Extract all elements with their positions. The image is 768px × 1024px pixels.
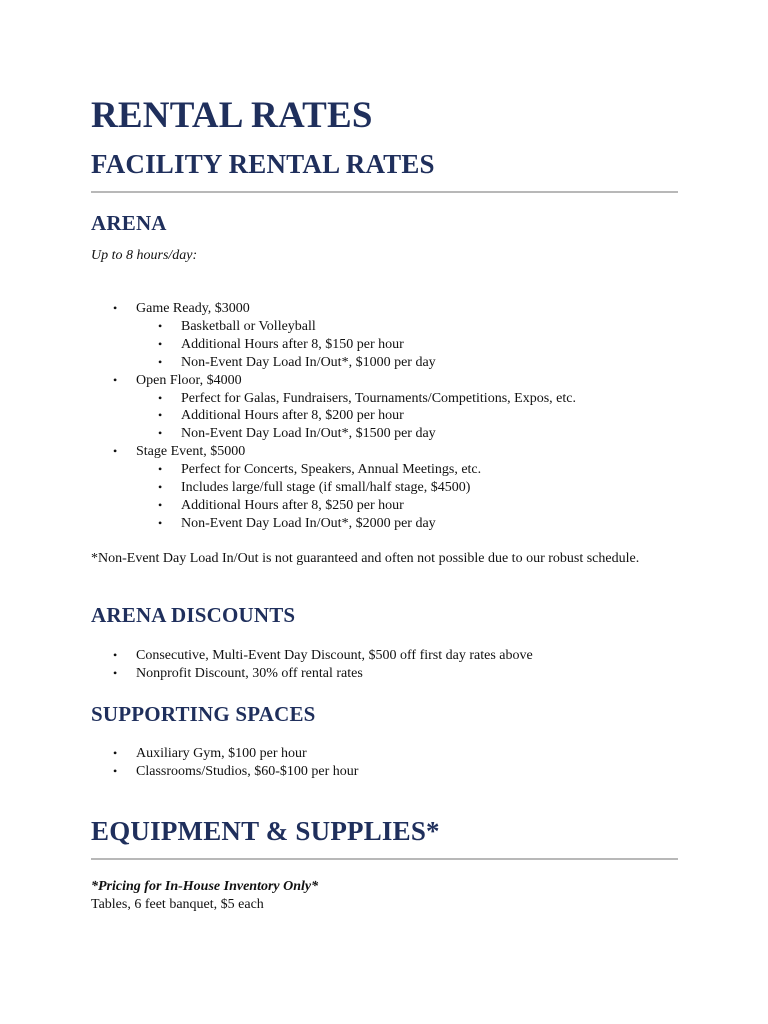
- list-item: • Nonprofit Discount, 30% off rental rates: [91, 665, 678, 683]
- list-item: • Classrooms/Studios, $60-$100 per hour: [91, 763, 678, 781]
- list-item: • Includes large/full stage (if small/half stage, $4500): [91, 479, 678, 497]
- list-item: • Auxiliary Gym, $100 per hour: [91, 745, 678, 763]
- pricing-note: *Pricing for In-House Inventory Only*: [91, 879, 319, 894]
- list-item: [91, 443, 678, 533]
- section-title-facility: FACILITY RENTAL RATES: [91, 149, 435, 179]
- equipment-item: Tables, 6 feet banquet, $5 each: [91, 897, 264, 912]
- list-item: [91, 300, 678, 372]
- sub-list: [136, 390, 678, 444]
- list-item: • Additional Hours after 8, $200 per hour: [91, 407, 678, 425]
- list-item: • Additional Hours after 8, $150 per hour: [91, 336, 678, 354]
- heading-supporting-spaces: SUPPORTING SPACES: [91, 702, 316, 726]
- sub-list: [136, 318, 678, 372]
- list-item: • Perfect for Concerts, Speakers, Annual Meetings, etc.: [91, 461, 678, 479]
- divider: [91, 858, 678, 860]
- divider: [91, 191, 678, 193]
- heading-arena: ARENA: [91, 211, 167, 235]
- list-item: [91, 372, 678, 444]
- arena-rate-list: [91, 300, 678, 533]
- rate-label: Stage Event, $5000: [136, 444, 246, 460]
- rate-label: Game Ready, $3000: [136, 301, 250, 316]
- page-title: RENTAL RATES: [91, 95, 373, 136]
- list-item: • Non-Event Day Load In/Out*, $1000 per day: [91, 354, 678, 372]
- list-item: • Basketball or Volleyball: [91, 318, 678, 336]
- list-item: • Non-Event Day Load In/Out*, $1500 per day: [91, 425, 678, 443]
- list-item: • Consecutive, Multi-Event Day Discount, $500 off first day rates above: [91, 647, 678, 665]
- list-item: • Additional Hours after 8, $250 per hour: [91, 497, 678, 515]
- section-title-equipment: EQUIPMENT & SUPPLIES*: [91, 816, 440, 846]
- hours-note: Up to 8 hours/day:: [91, 248, 198, 263]
- list-item: • Non-Event Day Load In/Out*, $2000 per day: [91, 515, 678, 533]
- discount-list: [91, 647, 678, 683]
- load-in-footnote: *Non-Event Day Load In/Out is not guaranteed and often not possible due to our robust schedule.: [91, 551, 640, 566]
- supporting-spaces-list: [91, 745, 678, 781]
- rate-label: Open Floor, $4000: [136, 372, 242, 388]
- list-item: • Perfect for Galas, Fundraisers, Tournaments/Competitions, Expos, etc.: [91, 390, 678, 408]
- heading-arena-discounts: ARENA DISCOUNTS: [91, 603, 296, 627]
- sub-list: [136, 461, 678, 533]
